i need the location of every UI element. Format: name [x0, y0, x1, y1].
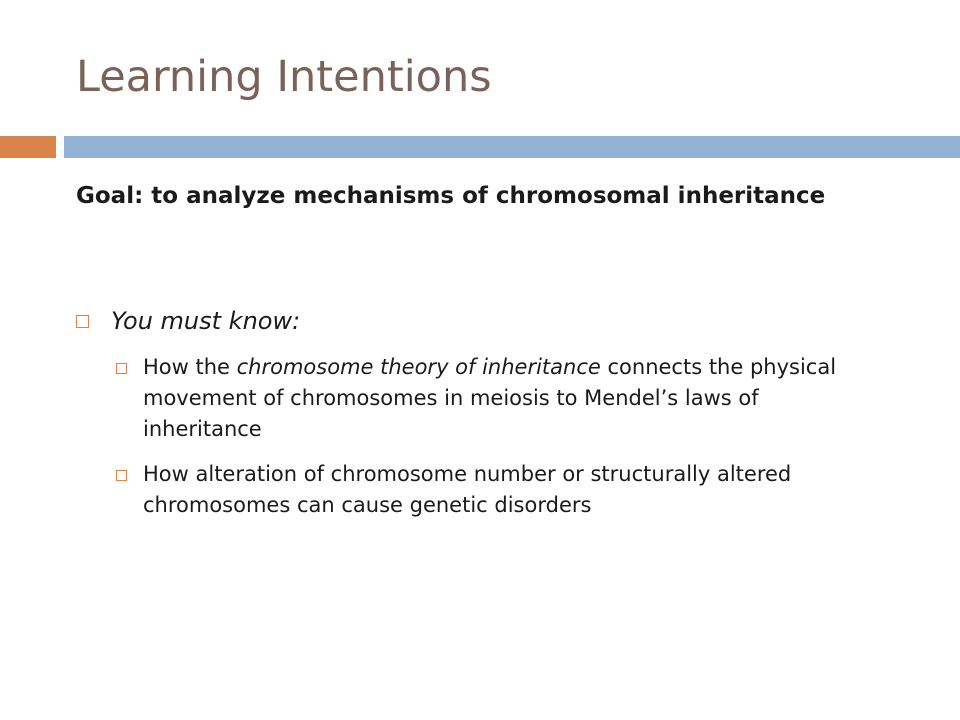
requirements-list — [116, 352, 916, 535]
title-accent-bar — [0, 136, 56, 158]
list-item — [116, 352, 916, 445]
list-item-text-italic: chromosome theory of inheritance — [236, 355, 601, 379]
list-item-text — [143, 459, 878, 521]
must-know-label: You must know: — [111, 307, 301, 335]
slide-title: Learning Intentions — [76, 52, 492, 102]
list-item — [116, 459, 916, 521]
list-item-text-pre: How alteration of chromosome number or structurally altered chromosomes can cause genetic disorders — [143, 462, 792, 517]
goal-statement: Goal: to analyze mechanisms of chromosomal inheritance — [76, 183, 826, 209]
list-item-text-pre: How the — [143, 355, 237, 379]
title-divider-bar — [64, 136, 960, 158]
list-item-text — [143, 352, 878, 445]
must-know-bullet — [76, 304, 300, 338]
shadowed-square-icon — [116, 470, 127, 481]
list-item-text-post: connects the physical movement of chromosomes in meiosis to Mendel’s laws of inheritance — [143, 355, 837, 441]
shadowed-square-icon — [116, 363, 127, 374]
square-outline-icon — [76, 315, 89, 328]
